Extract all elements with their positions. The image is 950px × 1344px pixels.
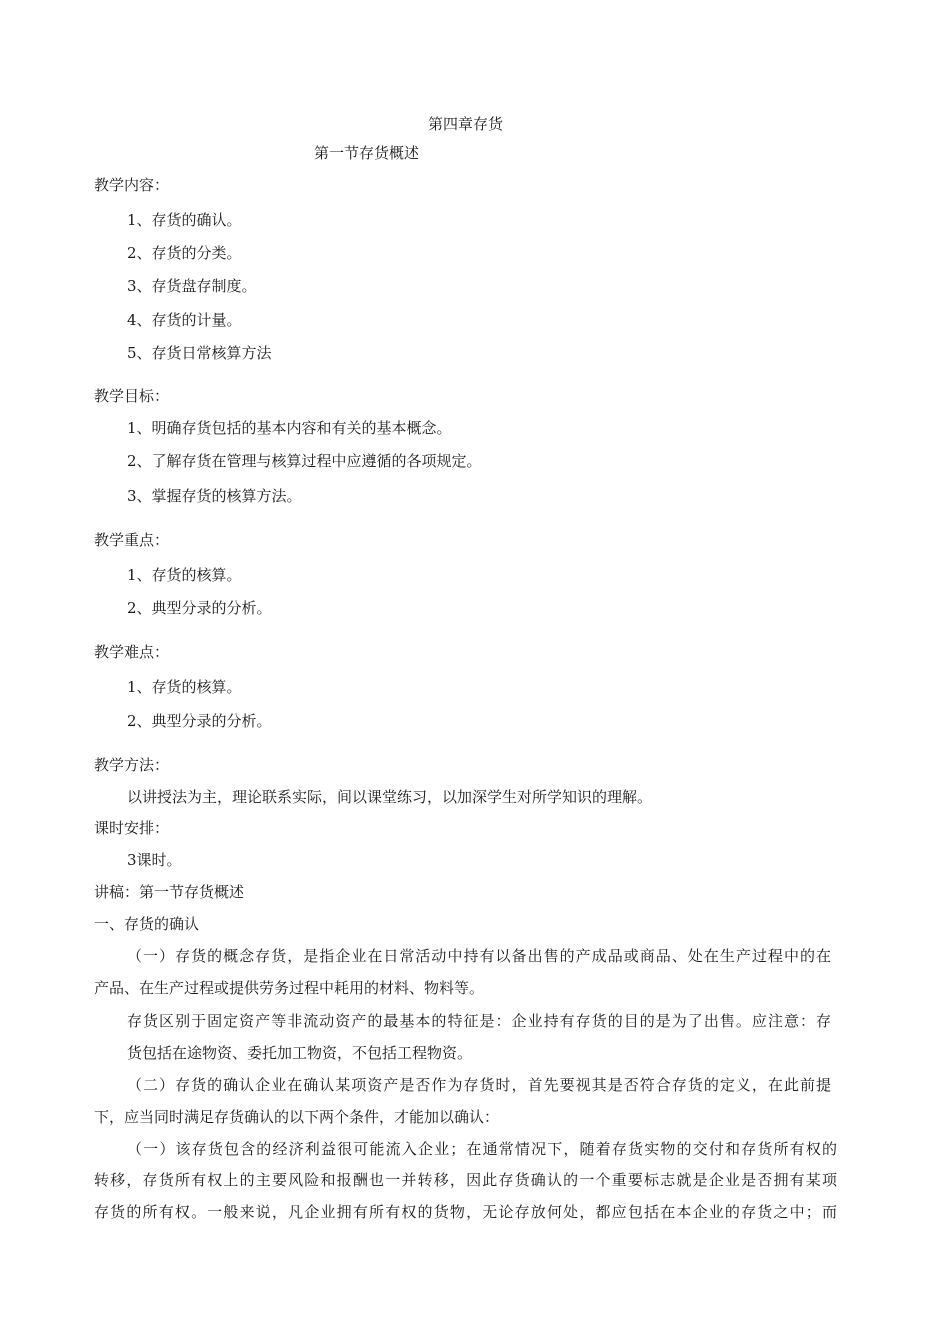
paragraph-line: （一）存货的概念存货，是指企业在日常活动中持有以备出售的产成品或商品、处在生产过程中的在 [127, 947, 831, 965]
content-item: 1、存货的确认。 [127, 211, 242, 229]
key-point-item: 2、典型分录的分析。 [127, 599, 272, 617]
paragraph-line: 下，应当同时满足存货确认的以下两个条件，才能加以确认： [94, 1108, 500, 1126]
methods-text: 以讲授法为主，理论联系实际，间以课堂练习，以加深学生对所学知识的理解。 [127, 788, 653, 806]
schedule-text: 3课时。 [127, 851, 182, 869]
paragraph-line: 存货区别于固定资产等非流动资产的最基本的特征是：企业持有存货的目的是为了出售。应注意：存 [127, 1012, 831, 1030]
key-points-heading: 教学重点： [94, 531, 170, 549]
objectives-heading: 教学目标： [94, 387, 170, 405]
difficulty-item: 2、典型分录的分析。 [127, 712, 272, 730]
content-heading: 教学内容： [94, 176, 170, 194]
key-point-item: 1、存货的核算。 [127, 566, 242, 584]
paragraph-line: 货包括在途物资、委托加工物资，不包括工程物资。 [127, 1044, 473, 1062]
paragraph-line: （一）该存货包含的经济利益很可能流入企业；在通常情况下，随着存货实物的交付和存货所有权的 [127, 1140, 837, 1158]
chapter-title: 第四章存货 [428, 115, 504, 133]
schedule-heading: 课时安排： [94, 819, 170, 837]
methods-heading: 教学方法： [94, 756, 170, 774]
section-title: 第一节存货概述 [314, 144, 420, 162]
paragraph-line: 产品、在生产过程或提供劳务过程中耗用的材料、物料等。 [94, 979, 485, 997]
paragraph-line: （二）存货的确认企业在确认某项资产是否作为存货时，首先要视其是否符合存货的定义，在此前提 [127, 1076, 831, 1094]
difficulty-item: 1、存货的核算。 [127, 678, 242, 696]
paragraph-line: 存货的所有权。一般来说，凡企业拥有所有权的货物，无论存放何处，都应包括在本企业的存货之中；而 [94, 1203, 837, 1221]
difficulties-heading: 教学难点： [94, 643, 170, 661]
objective-item: 2、了解存货在管理与核算过程中应遵循的各项规定。 [127, 452, 482, 470]
objective-item: 1、明确存货包括的基本内容和有关的基本概念。 [127, 419, 452, 437]
paragraph-line: 转移，存货所有权上的主要风险和报酬也一并转移，因此存货确认的一个重要标志就是企业是否拥有某项 [94, 1171, 837, 1189]
lecture-heading: 讲稿：第一节存货概述 [94, 883, 245, 901]
content-item: 4、存货的计量。 [127, 311, 242, 329]
content-item: 3、存货盘存制度。 [127, 277, 257, 295]
lecture-subheading: 一、存货的确认 [94, 915, 200, 933]
content-item: 2、存货的分类。 [127, 244, 242, 262]
content-item: 5、存货日常核算方法 [127, 344, 272, 362]
objective-item: 3、掌握存货的核算方法。 [127, 487, 302, 505]
